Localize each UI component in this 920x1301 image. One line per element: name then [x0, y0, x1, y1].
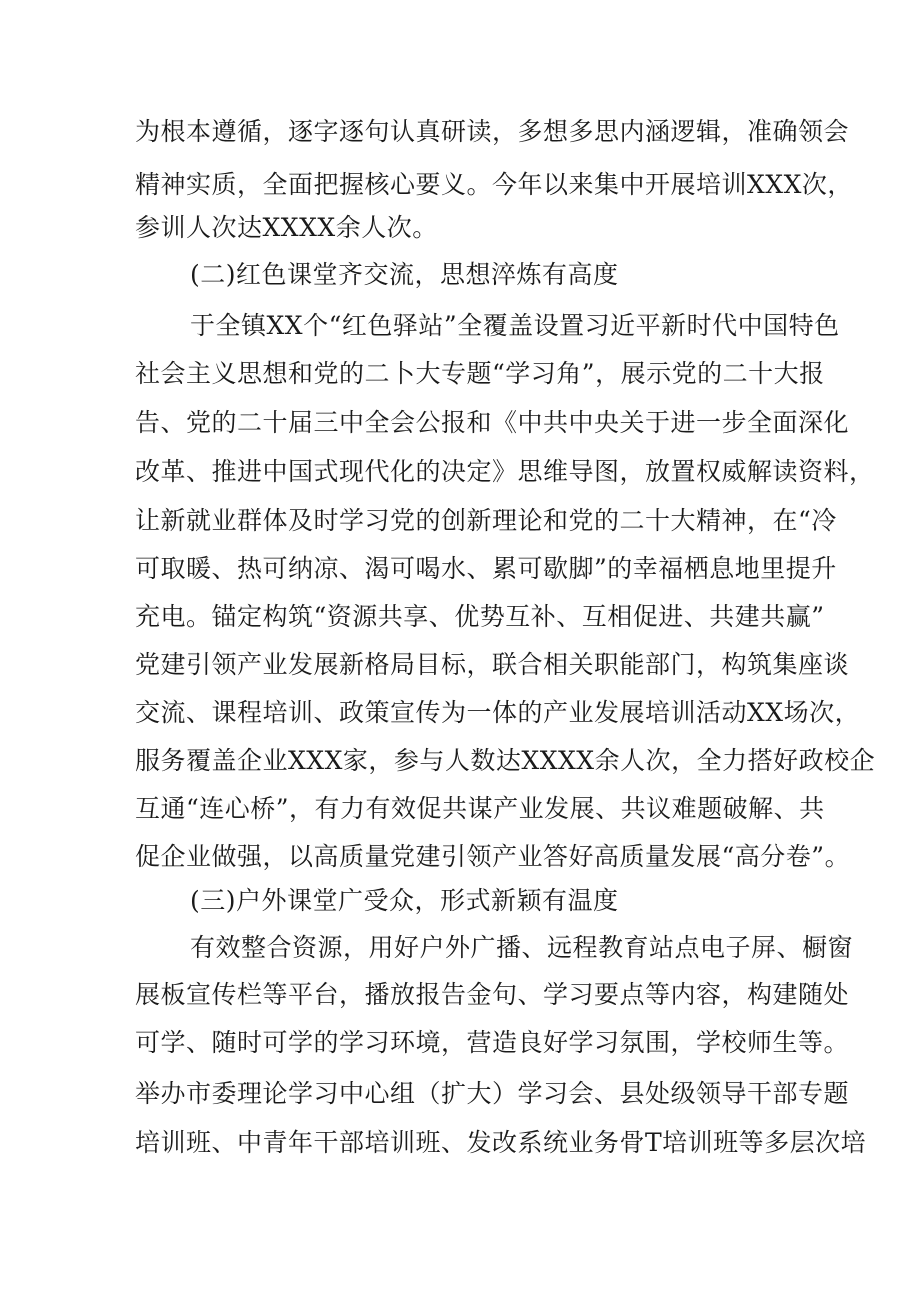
- body-text-line: 可学、随时可学的学习环境，营造良好学习氛围，学校师生等。: [135, 1028, 850, 1057]
- body-text-line: 互通“连心桥”，有力有效促共谋产业发展、共议难题破解、共: [135, 794, 825, 823]
- body-text-line: 培训班、中青年干部培训班、发改系统业务骨T培训班等多层次培: [135, 1128, 867, 1157]
- body-text-line: 展板宣传栏等平台，播放报告金句、学习要点等内容，构建随处: [135, 980, 850, 1009]
- body-text-line: 告、党的二十届三中全会公报和《中共中央关于进一步全面深化: [135, 408, 850, 437]
- body-text-line: 为根本遵循，逐字逐句认真研读，多想多思内涵逻辑，准确领会: [135, 117, 850, 146]
- body-text-line: 服务覆盖企业XXX家，参与人数达XXXX余人次，全力搭好政校企: [135, 746, 876, 775]
- body-text-line: 有效整合资源，用好户外广播、远程教育站点电子屏、橱窗: [190, 933, 854, 962]
- body-text-line: 于全镇XX个“红色驿站”全覆盖设置习近平新时代中国特色: [190, 311, 840, 340]
- section-heading: (二)红色课堂齐交流，思想淬炼有高度: [190, 260, 619, 289]
- body-text-line: 充电。锚定构筑“资源共享、优势互补、互相促进、共建共赢”: [135, 602, 825, 631]
- body-text-line: 社会主义思想和党的二卜大专题“学习角”，展示党的二十大报: [135, 359, 825, 388]
- body-text-line: 让新就业群体及时学习党的创新理论和党的二十大精神，在“冷: [135, 506, 837, 535]
- body-text-line: 促企业做强，以高质量党建引领产业答好高质量发展“高分卷”。: [135, 842, 851, 871]
- body-text-line: 交流、课程培训、政策宣传为一体的产业发展培训活动XX场次，: [135, 698, 861, 727]
- body-text-line: 可取暖、热可纳凉、渴可喝水、累可歇脚”的幸福栖息地里提升: [135, 554, 837, 583]
- body-text-line: 改革、推进中国式现代化的决定》思维导图，放置权威解读资料，: [135, 457, 875, 486]
- body-text-line: 党建引领产业发展新格局目标，联合相关职能部门，构筑集座谈: [135, 650, 850, 679]
- body-text-line: 举办市委理论学习中心组（扩大）学习会、县处级领导干部专题: [135, 1079, 850, 1108]
- body-text-line: 精神实质，全面把握核心要义。今年以来集中开展培训XXX次，: [135, 170, 853, 199]
- section-heading: (三)户外课堂广受众，形式新颖有温度: [190, 886, 619, 915]
- body-text-line: 参训人次达XXXX余人次。: [135, 213, 438, 242]
